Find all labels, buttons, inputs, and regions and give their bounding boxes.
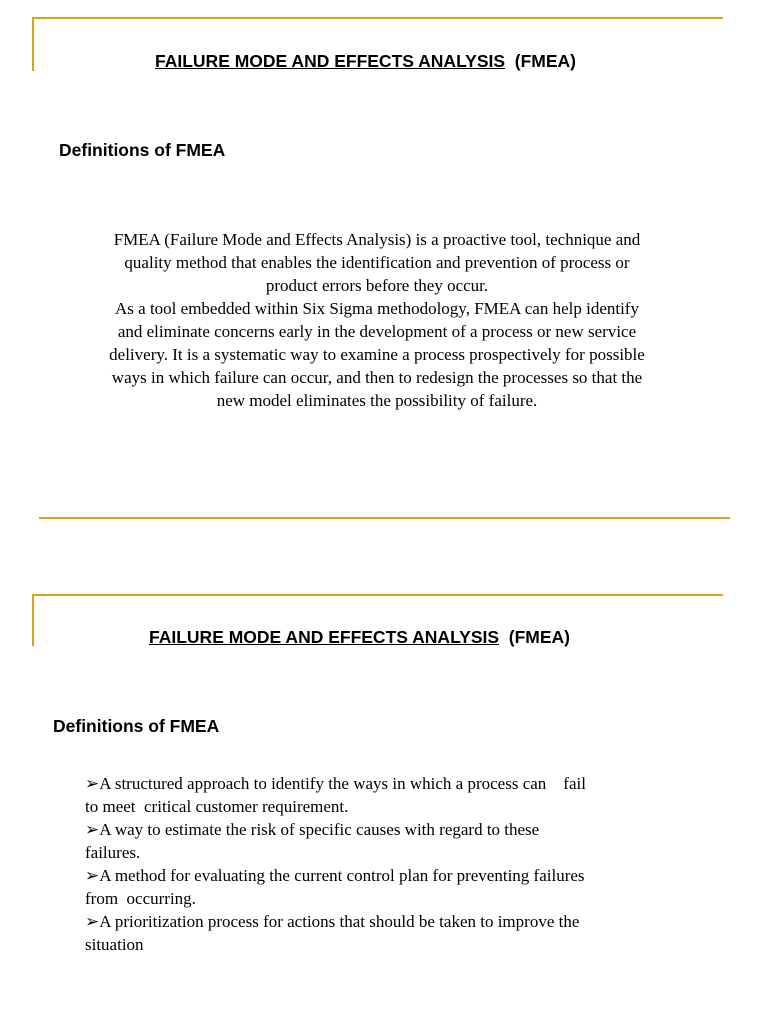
top-rule (32, 17, 723, 19)
page-title (155, 51, 576, 72)
paragraph-line: new model eliminates the possibility of failure. (216, 391, 538, 410)
bullet-line: ➢A structured approach to identify the ways in which a process can fail (85, 774, 586, 793)
title-suffix: (FMEA) (508, 627, 570, 647)
definition-paragraph (40, 228, 714, 412)
bullet-line: ➢A prioritization process for actions that should be taken to improve the (85, 912, 580, 931)
left-rule (32, 17, 34, 71)
slide-2 (0, 560, 768, 1024)
top-rule (32, 594, 723, 596)
bottom-rule (39, 517, 730, 519)
bullet-line: to meet critical customer requirement. (85, 797, 349, 816)
title-main: FAILURE MODE AND EFFECTS ANALYSIS (149, 627, 500, 647)
title-suffix: (FMEA) (514, 51, 576, 71)
paragraph-line: quality method that enables the identification and prevention of process or (124, 253, 630, 272)
paragraph-line: FMEA (Failure Mode and Effects Analysis) is a proactive tool, technique and (113, 230, 641, 249)
section-heading: Definitions of FMEA (59, 140, 226, 160)
bullet-line: from occurring. (85, 889, 196, 908)
paragraph-line: delivery. It is a systematic way to examine a process prospectively for possible (109, 345, 645, 364)
left-rule (32, 594, 34, 646)
section-heading: Definitions of FMEA (53, 716, 220, 736)
paragraph-line: ways in which failure can occur, and then to redesign the processes so that the (111, 368, 643, 387)
bullet-line: failures. (85, 843, 141, 862)
bullet-line: ➢A method for evaluating the current control plan for preventing failures (85, 866, 585, 885)
bullet-line: ➢A way to estimate the risk of specific causes with regard to these (85, 820, 540, 839)
title-main: FAILURE MODE AND EFFECTS ANALYSIS (155, 51, 506, 71)
paragraph-line: and eliminate concerns early in the development of a process or new service (117, 322, 637, 341)
paragraph-line: As a tool embedded within Six Sigma methodology, FMEA can help identify (115, 299, 639, 318)
page-title (149, 627, 570, 648)
paragraph-line: product errors before they occur. (265, 276, 489, 295)
definition-bullets (85, 772, 685, 956)
bullet-line: situation (85, 935, 144, 954)
